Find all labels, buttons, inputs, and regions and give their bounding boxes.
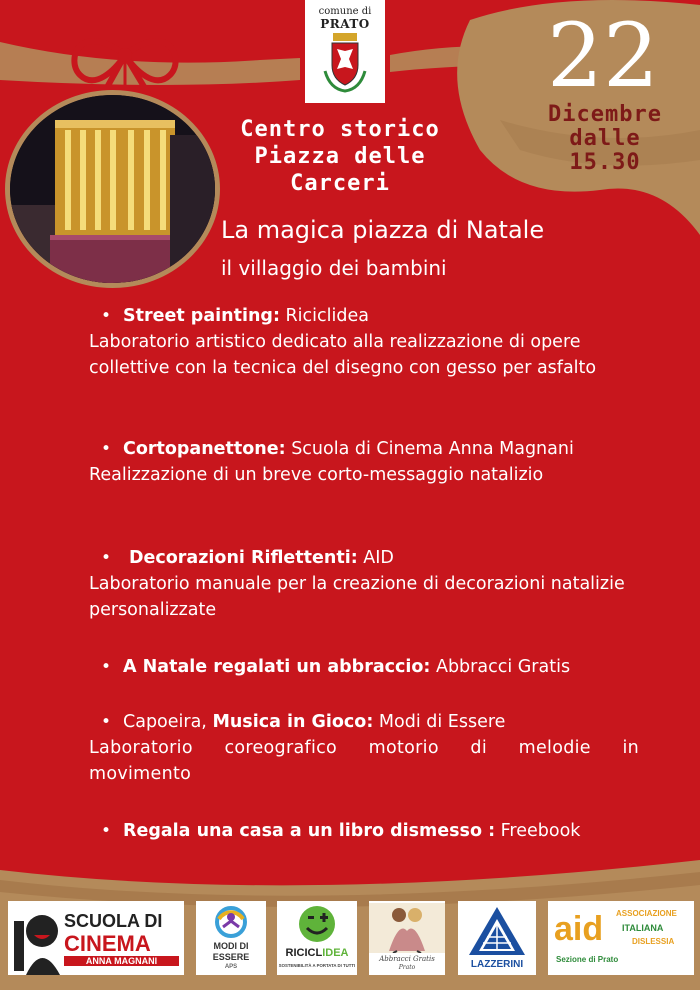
activity-organizer: Freebook <box>495 821 581 841</box>
ribbon-bow-icon <box>60 0 190 100</box>
riciclidea-name-b: IDEA <box>322 947 349 959</box>
location-line-1: Centro storico <box>240 117 440 142</box>
activity-item <box>89 436 574 488</box>
activity-description: Laboratorio manuale per la creazione di decorazioni natalizie personalizzate <box>89 574 625 620</box>
activity-head <box>89 436 574 462</box>
aid-line-1: ASSOCIAZIONE <box>616 909 677 918</box>
location-line-3: Carceri <box>290 171 390 196</box>
bullet: • <box>101 548 112 568</box>
location-line-2: Piazza delle <box>254 144 426 169</box>
activity-head <box>89 818 580 844</box>
smile-icon <box>297 904 337 944</box>
person-circle-icon <box>211 905 251 939</box>
activity-description: Realizzazione di un breve corto-messaggio natalizio <box>89 465 544 485</box>
tower-image <box>10 95 215 283</box>
activity-item <box>89 654 570 680</box>
building-icon <box>467 905 527 957</box>
activity-organizer: Riciclidea <box>279 306 369 326</box>
activity-organizer: Modi di Essere <box>373 712 506 732</box>
sponsor-abbracci-logo <box>369 901 445 975</box>
lazzerini-name: LAZZERINI <box>470 959 524 970</box>
activity-description: Laboratorio coreografico motorio di melodie in movimento <box>89 738 639 784</box>
aid-mark: aid <box>554 910 604 948</box>
activity-name: A Natale regalati un abbraccio: <box>123 657 431 677</box>
riciclidea-tagline: SOSTENIBILITÀ A PORTATA DI TUTTI <box>278 963 356 968</box>
bullet: • <box>101 439 112 459</box>
activity-organizer: Scuola di Cinema Anna Magnani <box>285 439 574 459</box>
activity-head <box>89 545 639 571</box>
bullet: • <box>101 821 112 841</box>
bullet: • <box>101 712 112 732</box>
city-logo-small: comune di <box>318 6 372 17</box>
sponsor-aid-logo <box>548 901 694 975</box>
sponsor-cinema-logo <box>8 901 184 975</box>
activity-name: Musica in Gioco: <box>212 712 374 732</box>
activity-organizer: Abbracci Gratis <box>430 657 571 677</box>
ornament-tower-photo <box>5 90 220 288</box>
event-title: La magica piazza di Natale <box>221 216 545 244</box>
city-logo <box>305 0 385 103</box>
aid-line-4: Sezione di Prato <box>556 955 619 964</box>
date-time <box>520 103 690 175</box>
actress-icon <box>8 901 68 975</box>
riciclidea-name <box>277 947 357 959</box>
activity-description: Laboratorio artistico dedicato alla realizzazione di opere collettive con la tecnica del disegno con gesso per asfalto <box>89 332 597 378</box>
modi-line-3: APS <box>224 964 238 970</box>
abbracci-line-2: Prato <box>398 964 416 971</box>
hugging-people-icon <box>369 903 445 953</box>
activity-head <box>89 654 570 680</box>
activity-name: Cortopanettone: <box>123 439 286 459</box>
cinema-line-3: ANNA MAGNANI <box>64 956 179 966</box>
date-from: dalle <box>569 126 641 151</box>
riciclidea-name-a: RICICL <box>285 947 323 959</box>
bullet: • <box>101 306 112 326</box>
modi-line-2: ESSERE <box>212 952 250 962</box>
modi-line-1: MODI DI <box>213 941 249 951</box>
cinema-line-2: CINEMA <box>64 931 151 956</box>
sponsor-riciclidea-logo <box>277 901 357 975</box>
city-logo-name: PRATO <box>320 17 370 31</box>
date-month: Dicembre <box>548 102 662 127</box>
sponsor-modi-logo <box>196 901 266 975</box>
bullet: • <box>101 657 112 677</box>
activity-name: Regala una casa a un libro dismesso : <box>123 821 496 841</box>
activity-item <box>89 818 580 844</box>
activity-name: Street painting: <box>123 306 280 326</box>
aid-line-3: DISLESSIA <box>632 937 675 946</box>
activity-item <box>89 709 639 787</box>
location <box>200 116 480 197</box>
cinema-line-1: SCUOLA DI <box>64 911 163 931</box>
aid-line-2: ITALIANA <box>622 923 664 933</box>
coat-of-arms-icon <box>315 31 375 97</box>
activity-item <box>89 303 639 381</box>
activity-head <box>89 303 639 329</box>
date-day: 22 <box>547 4 659 107</box>
activity-organizer: AID <box>357 548 394 568</box>
sponsor-lazzerini-logo <box>458 901 536 975</box>
activity-head <box>89 709 639 735</box>
activity-prefix: Capoeira, <box>123 712 213 732</box>
activity-name: Decorazioni Riflettenti: <box>129 548 358 568</box>
date-hour: 15.30 <box>569 150 641 175</box>
event-subtitle: il villaggio dei bambini <box>221 256 447 280</box>
abbracci-line-1: Abbracci Gratis <box>379 955 435 963</box>
activity-item <box>89 545 639 623</box>
